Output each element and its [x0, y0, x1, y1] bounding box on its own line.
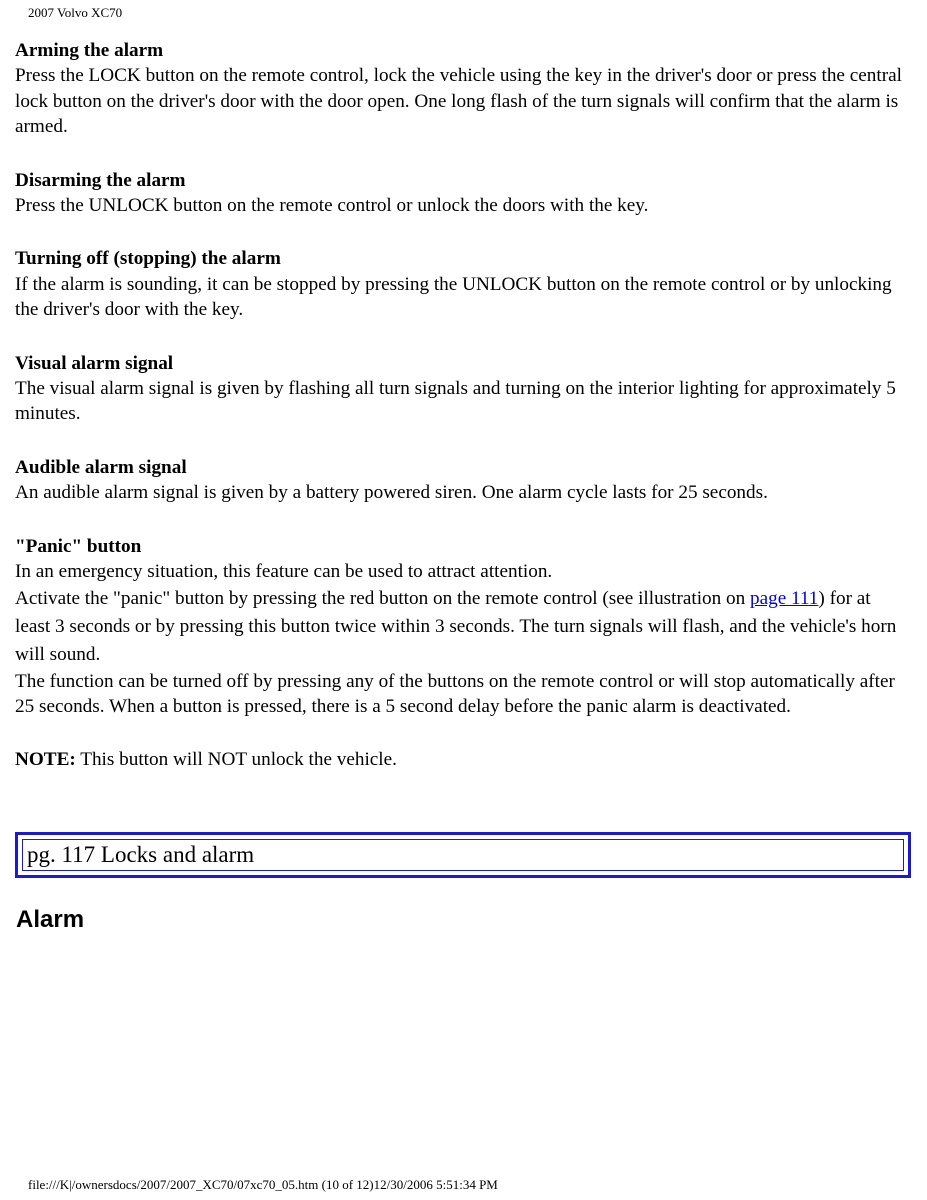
note: [15, 747, 910, 772]
panic-activation-text: Activate the "panic" button by pressing the red button on the remote control (see illustration on: [15, 587, 751, 609]
note-label: NOTE:: [15, 749, 76, 771]
page-reference-label: pg. 117 Locks and alarm: [22, 839, 904, 871]
section-visual-signal: [15, 351, 910, 427]
section-heading: Arming the alarm: [15, 40, 164, 61]
page-header: 2007 Volvo XC70: [28, 5, 123, 20]
page-reference-box: [15, 832, 911, 878]
document-content: [15, 38, 910, 773]
panic-deactivation: The function can be turned off by pressing any of the buttons on the remote control or will stop automatically after 25 seconds. When a button is pressed, there is a 5 second delay before the panic alarm is deactivated.: [15, 670, 895, 717]
section-heading: Audible alarm signal: [15, 456, 187, 478]
section-heading: Visual alarm signal: [15, 352, 174, 374]
section-body: The visual alarm signal is given by flashing all turn signals and turning on the interior lighting for approximately 5 minutes.: [15, 378, 896, 425]
section-panic-button: [15, 534, 910, 720]
section-heading: Turning off (stopping) the alarm: [15, 248, 281, 270]
panic-activation-text-end: ) for at least 3 seconds or by pressing this button twice within 3 seconds. The turn signals will flash, and the vehicle's horn will sound.: [15, 587, 897, 665]
section-heading: Disarming the alarm: [15, 169, 186, 191]
note-text: This button will NOT unlock the vehicle.: [75, 749, 397, 771]
panic-activation: [15, 585, 910, 669]
page-111-link[interactable]: page 111: [750, 587, 819, 609]
section-arming: [15, 38, 910, 140]
section-body: If the alarm is sounding, it can be stopped by pressing the UNLOCK button on the remote control or by unlocking the driver's door with the key.: [15, 273, 892, 321]
page-footer: file:///K|/ownersdocs/2007/2007_XC70/07xc70_05.htm (10 of 12)12/30/2006 5:51:34 PM: [28, 1177, 498, 1192]
section-body: Press the LOCK button on the remote control, lock the vehicle using the key in the driver's door or press the central lock button on the driver's door with the door open. One long flash of the turn signals will confirm that the alarm is armed.: [15, 65, 902, 138]
section-disarming: [15, 168, 910, 219]
panic-intro: In an emergency situation, this feature can be used to attract attention.: [15, 561, 553, 583]
section-turning-off: [15, 246, 910, 322]
section-body: Press the UNLOCK button on the remote control or unlock the doors with the key.: [15, 195, 649, 217]
section-title: Alarm: [16, 906, 85, 933]
section-audible-signal: [15, 455, 910, 506]
section-heading: "Panic" button: [15, 535, 142, 557]
section-body: An audible alarm signal is given by a battery powered siren. One alarm cycle lasts for 25 seconds.: [15, 482, 768, 504]
